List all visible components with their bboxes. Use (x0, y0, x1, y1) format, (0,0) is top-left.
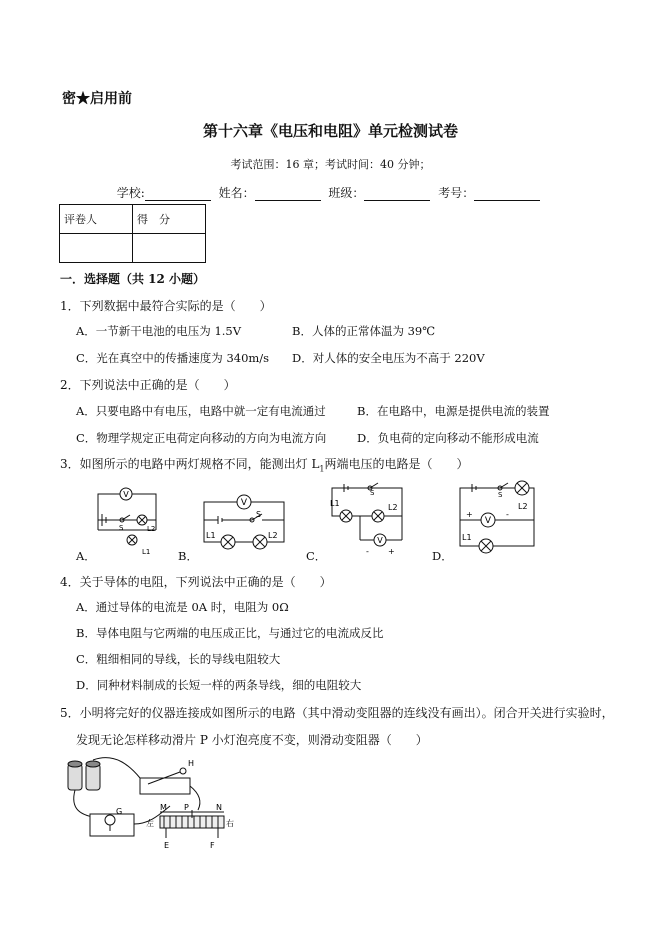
circuit-c-minus: - (366, 547, 369, 556)
q4-stem: 4．关于导体的电阻，下列说法中正确的是（ ） (60, 575, 332, 589)
q3-stem: 3．如图所示的电路中两灯规格不同，能测出灯 $L_1$两端电压的电路是（ ） (60, 457, 469, 474)
name-label: 姓名： (218, 186, 255, 200)
circuit-c-diagram (326, 482, 408, 558)
name-blank[interactable] (255, 186, 321, 201)
q5-label-g: G (116, 807, 123, 816)
q5-stem-line2: 发现无论怎样移动滑片 P 小灯泡亮度不变，则滑动变阻器（ ） (76, 733, 428, 747)
circuit-b-l2-label: L2 (268, 531, 278, 540)
class-blank[interactable] (364, 186, 430, 201)
q3-option-b[interactable]: B． (178, 549, 198, 563)
score-cell[interactable] (133, 234, 206, 263)
circuit-d-l1-label: L1 (462, 533, 472, 542)
q5-label-m: M (160, 803, 167, 812)
circuit-b-voltmeter-label: V (240, 498, 248, 508)
circuit-a-switch-label: S (119, 524, 124, 532)
q2-option-a[interactable]: A．只要电路中有电压，电路中就一定有电流通过 (76, 404, 326, 418)
circuit-c-voltmeter-label: V (377, 536, 383, 545)
q4-option-c[interactable]: C．粗细相同的导线，长的导线电阻较大 (76, 652, 281, 666)
circuit-d-diagram (452, 478, 542, 558)
circuit-d-voltmeter-label: V (484, 516, 492, 526)
q5-stem-line1: 5．小明将完好的仪器连接成如图所示的电路（其中滑动变阻器的连线没有画出）。闭合开关进行实验时， (60, 706, 614, 720)
student-info-line (0, 184, 661, 201)
number-blank[interactable] (474, 186, 540, 201)
circuit-a-voltmeter-label: V (123, 490, 129, 499)
q2-option-d[interactable]: D．负电荷的定向移动不能形成电流 (357, 431, 539, 445)
q2-option-b[interactable]: B．在电路中，电源是提供电流的装置 (357, 404, 550, 418)
q3-option-d[interactable]: D． (432, 549, 453, 563)
circuit-c-plus: + (388, 547, 395, 556)
q1-option-b[interactable]: B．人体的正常体温为 39℃ (292, 324, 436, 338)
circuit-a-diagram (92, 484, 164, 558)
circuit-b-diagram (198, 490, 290, 552)
circuit-b-l1-label: L1 (206, 531, 216, 540)
exam-title: 第十六章《电压和电阻》单元检测试卷 (202, 122, 458, 140)
circuit-a-l2-label: L2 (147, 525, 156, 533)
q5-apparatus-diagram (60, 754, 240, 854)
school-label: 学校: (116, 186, 145, 200)
circuit-d-plus: + (466, 510, 473, 519)
q3-option-c[interactable]: C． (306, 549, 327, 563)
score-header: 得 分 (133, 205, 206, 234)
q1-option-c[interactable]: C．光在真空中的传播速度为 340m/s (76, 351, 270, 365)
q2-option-c[interactable]: C．物理学规定正电荷定向移动的方向为电流方向 (76, 431, 327, 445)
circuit-c-l1-label: L1 (330, 499, 340, 508)
school-blank[interactable] (145, 186, 211, 201)
q5-label-left: 左 (146, 819, 154, 828)
circuit-b-switch-label: S (256, 510, 262, 519)
q4-option-b[interactable]: B．导体电阻与它两端的电压成正比，与通过它的电流成反比 (76, 626, 384, 640)
q4-option-a[interactable]: A．通过导体的电流是 0A 时，电阻为 0Ω (76, 600, 289, 614)
q5-label-h: H (188, 759, 195, 768)
q5-label-p: P (184, 803, 189, 812)
class-label: 班级： (328, 186, 365, 200)
secret-label: 密★启用前 (62, 91, 132, 107)
q5-label-f: F (210, 841, 215, 850)
q5-label-n: N (216, 803, 222, 812)
q1-stem: 1．下列数据中最符合实际的是（ ） (60, 299, 272, 313)
q4-option-d[interactable]: D．同种材料制成的长短一样的两条导线，细的电阻较大 (76, 678, 362, 692)
q1-option-a[interactable]: A．一节新干电池的电压为 1.5V (76, 324, 242, 338)
circuit-d-minus: - (506, 510, 509, 519)
exam-meta: 考试范围：16 章；考试时间：40 分钟； (230, 158, 431, 171)
score-table (59, 204, 206, 263)
circuit-a-l1-label: L1 (142, 548, 151, 556)
circuit-c-l2-label: L2 (388, 503, 398, 512)
q2-stem: 2．下列说法中正确的是（ ） (60, 378, 236, 392)
q5-label-e: E (164, 841, 170, 850)
circuit-d-l2-label: L2 (518, 502, 528, 511)
q3-option-a[interactable]: A． (76, 549, 96, 563)
circuit-c-switch-label: S (370, 489, 375, 497)
q1-option-d[interactable]: D．对人体的安全电压为不高于 220V (292, 351, 485, 365)
number-label: 考号： (438, 186, 475, 200)
grader-cell[interactable] (60, 234, 133, 263)
q5-label-right: 右 (226, 819, 234, 828)
circuit-d-switch-label: S (498, 491, 503, 499)
grader-header: 评卷人 (60, 205, 133, 234)
section-title: 一．选择题（共 12 小题） (60, 272, 206, 286)
